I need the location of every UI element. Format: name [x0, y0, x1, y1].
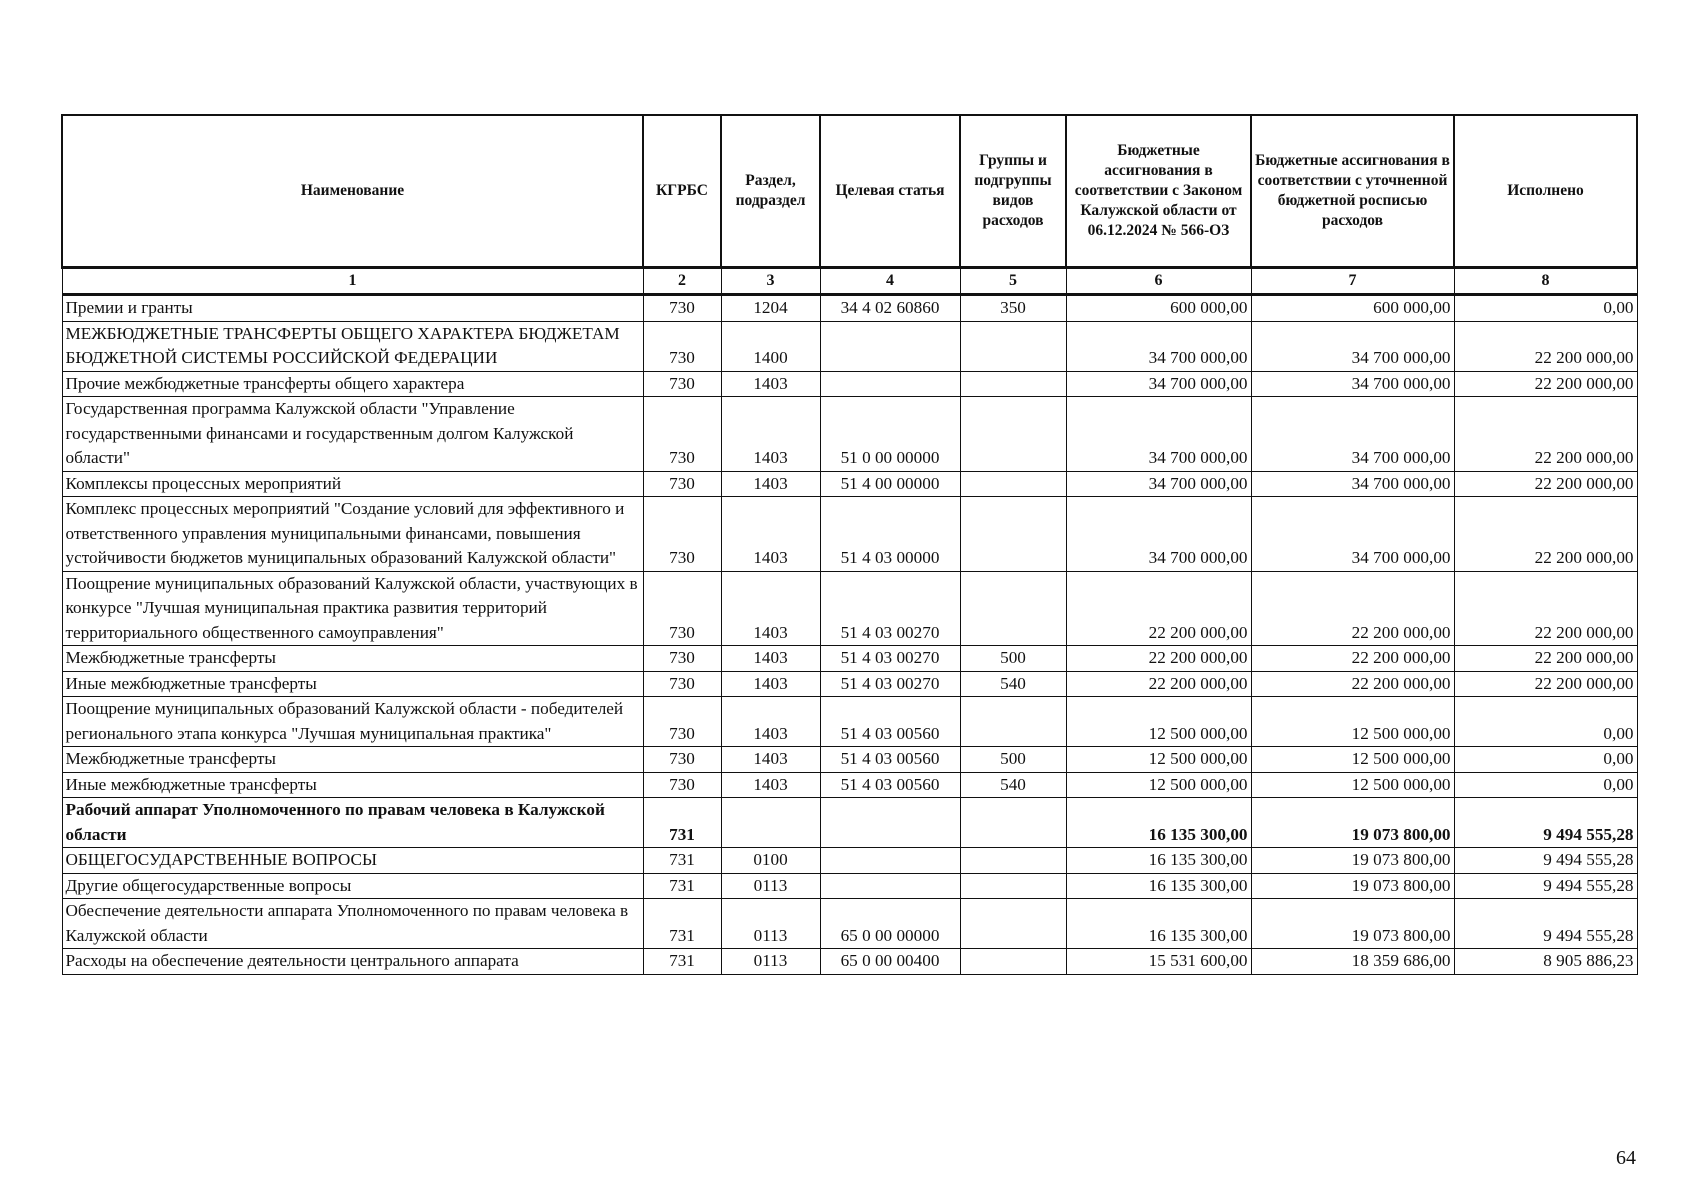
cell-law-amount: 600 000,00 [1066, 295, 1251, 322]
cell-vid [960, 497, 1066, 572]
cell-kgrbs: 730 [643, 772, 721, 798]
cell-vid: 500 [960, 646, 1066, 672]
cell-name: Премии и гранты [62, 295, 643, 322]
column-number: 5 [960, 268, 1066, 295]
cell-kgrbs: 730 [643, 646, 721, 672]
table-row [62, 571, 1637, 646]
cell-vid [960, 899, 1066, 949]
cell-rospis-amount: 22 200 000,00 [1251, 671, 1454, 697]
cell-law-amount: 16 135 300,00 [1066, 848, 1251, 874]
cell-rospis-amount: 19 073 800,00 [1251, 798, 1454, 848]
column-number: 6 [1066, 268, 1251, 295]
cell-kgrbs: 731 [643, 873, 721, 899]
cell-done-amount: 9 494 555,28 [1454, 798, 1637, 848]
cell-statya: 65 0 00 00000 [820, 899, 960, 949]
header-statya: Целевая статья [820, 115, 960, 268]
table-row [62, 899, 1637, 949]
cell-rospis-amount: 19 073 800,00 [1251, 873, 1454, 899]
cell-done-amount: 22 200 000,00 [1454, 571, 1637, 646]
cell-rospis-amount: 12 500 000,00 [1251, 697, 1454, 747]
cell-rospis-amount: 600 000,00 [1251, 295, 1454, 322]
cell-rospis-amount: 22 200 000,00 [1251, 646, 1454, 672]
cell-name: Иные межбюджетные трансферты [62, 772, 643, 798]
cell-done-amount: 0,00 [1454, 697, 1637, 747]
cell-rospis-amount: 34 700 000,00 [1251, 321, 1454, 371]
cell-statya: 34 4 02 60860 [820, 295, 960, 322]
cell-razdel: 1400 [721, 321, 820, 371]
cell-kgrbs: 730 [643, 571, 721, 646]
cell-law-amount: 16 135 300,00 [1066, 873, 1251, 899]
cell-kgrbs: 730 [643, 321, 721, 371]
cell-razdel: 1403 [721, 497, 820, 572]
cell-razdel: 0113 [721, 949, 820, 975]
cell-kgrbs: 731 [643, 798, 721, 848]
cell-razdel: 1403 [721, 697, 820, 747]
cell-done-amount: 8 905 886,23 [1454, 949, 1637, 975]
cell-rospis-amount: 12 500 000,00 [1251, 747, 1454, 773]
cell-statya [820, 371, 960, 397]
header-law: Бюджетные ассигнования в соответствии с Законом Калужской области от 06.12.2024 № 566-ОЗ [1066, 115, 1251, 268]
cell-law-amount: 22 200 000,00 [1066, 571, 1251, 646]
cell-vid [960, 873, 1066, 899]
cell-razdel: 0113 [721, 899, 820, 949]
cell-name: Другие общегосударственные вопросы [62, 873, 643, 899]
cell-rospis-amount: 34 700 000,00 [1251, 371, 1454, 397]
cell-rospis-amount: 18 359 686,00 [1251, 949, 1454, 975]
cell-law-amount: 34 700 000,00 [1066, 371, 1251, 397]
cell-done-amount: 22 200 000,00 [1454, 371, 1637, 397]
cell-name: Межбюджетные трансферты [62, 646, 643, 672]
column-number: 3 [721, 268, 820, 295]
cell-statya: 65 0 00 00400 [820, 949, 960, 975]
cell-done-amount: 9 494 555,28 [1454, 899, 1637, 949]
header-row [62, 115, 1637, 268]
cell-vid: 350 [960, 295, 1066, 322]
header-rospis: Бюджетные ассигнования в соответствии с уточненной бюджетной росписью расходов [1251, 115, 1454, 268]
cell-statya: 51 0 00 00000 [820, 397, 960, 472]
cell-kgrbs: 730 [643, 697, 721, 747]
cell-vid [960, 571, 1066, 646]
cell-name: Комплексы процессных мероприятий [62, 471, 643, 497]
cell-kgrbs: 731 [643, 899, 721, 949]
cell-statya [820, 798, 960, 848]
cell-razdel: 1204 [721, 295, 820, 322]
cell-law-amount: 12 500 000,00 [1066, 697, 1251, 747]
cell-name: Обеспечение деятельности аппарата Уполномоченного по правам человека в Калужской области [62, 899, 643, 949]
cell-statya: 51 4 03 00270 [820, 671, 960, 697]
cell-kgrbs: 730 [643, 497, 721, 572]
cell-vid [960, 471, 1066, 497]
column-number: 8 [1454, 268, 1637, 295]
cell-law-amount: 12 500 000,00 [1066, 747, 1251, 773]
column-number-row [62, 268, 1637, 295]
table-row [62, 697, 1637, 747]
header-razdel: Раздел, подраздел [721, 115, 820, 268]
column-number: 1 [62, 268, 643, 295]
cell-razdel: 1403 [721, 671, 820, 697]
cell-rospis-amount: 12 500 000,00 [1251, 772, 1454, 798]
cell-done-amount: 9 494 555,28 [1454, 848, 1637, 874]
cell-statya [820, 873, 960, 899]
cell-vid [960, 798, 1066, 848]
header-kgrbs: КГРБС [643, 115, 721, 268]
cell-vid: 500 [960, 747, 1066, 773]
cell-statya [820, 321, 960, 371]
cell-name: Рабочий аппарат Уполномоченного по правам человека в Калужской области [62, 798, 643, 848]
cell-razdel: 0100 [721, 848, 820, 874]
cell-name: Прочие межбюджетные трансферты общего характера [62, 371, 643, 397]
cell-done-amount: 22 200 000,00 [1454, 321, 1637, 371]
cell-done-amount: 22 200 000,00 [1454, 671, 1637, 697]
cell-law-amount: 16 135 300,00 [1066, 899, 1251, 949]
cell-vid [960, 848, 1066, 874]
cell-vid [960, 321, 1066, 371]
table-row [62, 671, 1637, 697]
cell-law-amount: 34 700 000,00 [1066, 471, 1251, 497]
cell-statya: 51 4 03 00000 [820, 497, 960, 572]
cell-vid: 540 [960, 671, 1066, 697]
table-row [62, 848, 1637, 874]
cell-done-amount: 0,00 [1454, 747, 1637, 773]
cell-name: Расходы на обеспечение деятельности центрального аппарата [62, 949, 643, 975]
cell-razdel: 1403 [721, 397, 820, 472]
cell-done-amount: 0,00 [1454, 295, 1637, 322]
cell-vid [960, 371, 1066, 397]
cell-razdel: 0113 [721, 873, 820, 899]
cell-law-amount: 22 200 000,00 [1066, 671, 1251, 697]
table-row [62, 873, 1637, 899]
cell-name: Иные межбюджетные трансферты [62, 671, 643, 697]
cell-kgrbs: 730 [643, 671, 721, 697]
table-row [62, 471, 1637, 497]
cell-done-amount: 22 200 000,00 [1454, 471, 1637, 497]
cell-done-amount: 22 200 000,00 [1454, 497, 1637, 572]
cell-vid [960, 949, 1066, 975]
cell-kgrbs: 731 [643, 949, 721, 975]
cell-done-amount: 22 200 000,00 [1454, 397, 1637, 472]
cell-vid: 540 [960, 772, 1066, 798]
header-vid: Группы и подгруппы видов расходов [960, 115, 1066, 268]
cell-name: Поощрение муниципальных образований Калужской области, участвующих в конкурсе "Лучшая муниципальная практика развития территорий территориального общественного самоуправления" [62, 571, 643, 646]
cell-kgrbs: 730 [643, 471, 721, 497]
cell-rospis-amount: 22 200 000,00 [1251, 571, 1454, 646]
cell-statya: 51 4 03 00560 [820, 697, 960, 747]
budget-table [61, 114, 1638, 975]
table-row [62, 371, 1637, 397]
cell-kgrbs: 730 [643, 397, 721, 472]
cell-law-amount: 22 200 000,00 [1066, 646, 1251, 672]
column-number: 2 [643, 268, 721, 295]
cell-rospis-amount: 19 073 800,00 [1251, 899, 1454, 949]
cell-done-amount: 9 494 555,28 [1454, 873, 1637, 899]
cell-kgrbs: 730 [643, 295, 721, 322]
cell-statya: 51 4 03 00560 [820, 772, 960, 798]
cell-name: МЕЖБЮДЖЕТНЫЕ ТРАНСФЕРТЫ ОБЩЕГО ХАРАКТЕРА БЮДЖЕТАМ БЮДЖЕТНОЙ СИСТЕМЫ РОССИЙСКОЙ ФЕДЕРАЦИИ [62, 321, 643, 371]
cell-law-amount: 34 700 000,00 [1066, 497, 1251, 572]
cell-kgrbs: 730 [643, 747, 721, 773]
cell-done-amount: 22 200 000,00 [1454, 646, 1637, 672]
column-number: 4 [820, 268, 960, 295]
cell-razdel: 1403 [721, 772, 820, 798]
table-row [62, 949, 1637, 975]
cell-razdel: 1403 [721, 646, 820, 672]
cell-vid [960, 397, 1066, 472]
cell-statya: 51 4 03 00270 [820, 571, 960, 646]
cell-rospis-amount: 34 700 000,00 [1251, 471, 1454, 497]
cell-name: Поощрение муниципальных образований Калужской области - победителей регионального этапа конкурса "Лучшая муниципальная практика" [62, 697, 643, 747]
cell-razdel: 1403 [721, 471, 820, 497]
cell-rospis-amount: 34 700 000,00 [1251, 497, 1454, 572]
cell-razdel: 1403 [721, 747, 820, 773]
header-done: Исполнено [1454, 115, 1637, 268]
header-name: Наименование [62, 115, 643, 268]
cell-done-amount: 0,00 [1454, 772, 1637, 798]
cell-rospis-amount: 19 073 800,00 [1251, 848, 1454, 874]
table-row [62, 397, 1637, 472]
table-row [62, 747, 1637, 773]
cell-statya: 51 4 00 00000 [820, 471, 960, 497]
cell-razdel: 1403 [721, 571, 820, 646]
cell-name: Межбюджетные трансферты [62, 747, 643, 773]
table-row [62, 772, 1637, 798]
cell-name: Государственная программа Калужской области "Управление государственными финансами и государственным долгом Калужской области" [62, 397, 643, 472]
cell-vid [960, 697, 1066, 747]
table-row [62, 646, 1637, 672]
cell-razdel [721, 798, 820, 848]
cell-law-amount: 34 700 000,00 [1066, 397, 1251, 472]
cell-razdel: 1403 [721, 371, 820, 397]
cell-law-amount: 12 500 000,00 [1066, 772, 1251, 798]
table-row [62, 798, 1637, 848]
table-row [62, 321, 1637, 371]
cell-statya [820, 848, 960, 874]
cell-name: ОБЩЕГОСУДАРСТВЕННЫЕ ВОПРОСЫ [62, 848, 643, 874]
cell-kgrbs: 731 [643, 848, 721, 874]
cell-statya: 51 4 03 00560 [820, 747, 960, 773]
cell-law-amount: 34 700 000,00 [1066, 321, 1251, 371]
table-row [62, 295, 1637, 322]
cell-rospis-amount: 34 700 000,00 [1251, 397, 1454, 472]
cell-statya: 51 4 03 00270 [820, 646, 960, 672]
table-row [62, 497, 1637, 572]
column-number: 7 [1251, 268, 1454, 295]
page-number: 64 [1616, 1147, 1636, 1169]
cell-law-amount: 15 531 600,00 [1066, 949, 1251, 975]
cell-name: Комплекс процессных мероприятий "Создание условий для эффективного и ответственного управления муниципальными финансами, повышения устойчивости бюджетов муниципальных образований Калужской области" [62, 497, 643, 572]
cell-kgrbs: 730 [643, 371, 721, 397]
cell-law-amount: 16 135 300,00 [1066, 798, 1251, 848]
